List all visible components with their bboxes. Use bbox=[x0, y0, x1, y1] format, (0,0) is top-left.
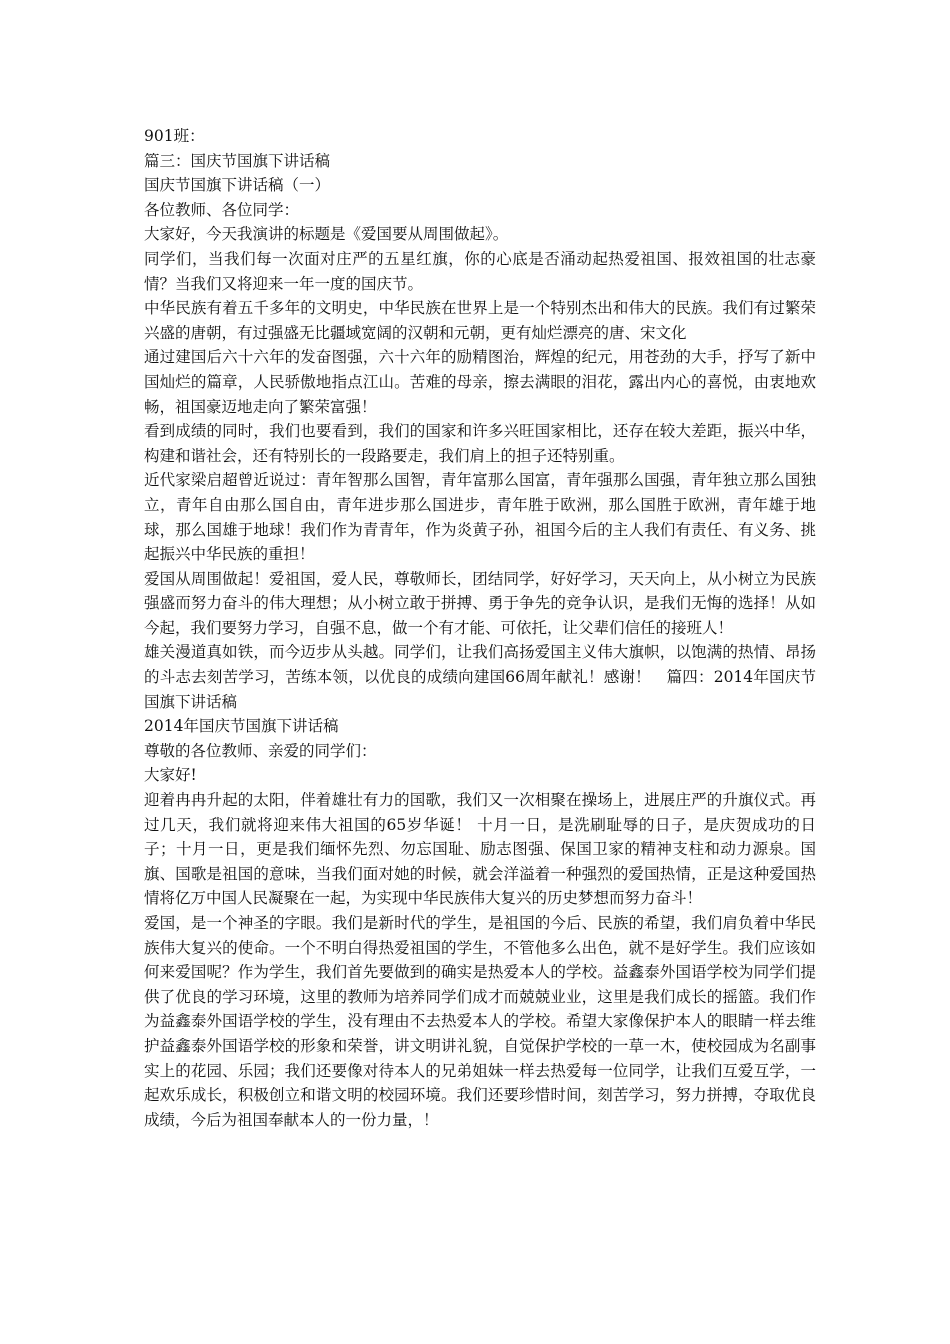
paragraph-body-2: 中华民族有着五千多年的文明史，中华民族在世界上是一个特别杰出和伟大的民族。我们有过繁荣兴盛的唐朝，有过强盛无比疆域宽阔的汉朝和元朝，更有灿烂漂亮的唐、宋文化 bbox=[144, 299, 816, 342]
paragraph-body-4: 看到成绩的同时，我们也要看到，我们的国家和许多兴旺国家相比，还存在较大差距，振兴中华，构建和谐社会，还有特别长的一段路要走，我们肩上的担子还特别重。 bbox=[144, 422, 816, 465]
document-body bbox=[144, 124, 816, 1132]
paragraph-body-5: 近代家梁启超曾近说过：青年智那么国智，青年富那么国富，青年强那么国强，青年独立那么国独立，青年自由那么国自由，青年进步那么国进步，青年胜于欧洲，那么国胜于欧洲，青年雄于地球，那么国雄于地球！我们作为青青年，作为炎黄子孙，祖国今后的主人我们有责任、有义务、挑起振兴中华民族的重担！ bbox=[144, 471, 816, 564]
paragraph-section-three-title: 篇三：国庆节国旗下讲话稿 bbox=[144, 151, 331, 170]
paragraph-greeting-one: 各位教师、各位同学： bbox=[144, 200, 300, 219]
paragraph-body-7: 雄关漫道真如铁，而今迈步从头越。同学们，让我们高扬爱国主义伟大旗帜，以饱满的热情、昂扬的斗志去刻苦学习，苦练本领，以优良的成绩向建国66周年献礼！感谢！ 篇四：2014年国庆节国旗下讲话稿 bbox=[144, 643, 816, 711]
paragraph-intro-one: 大家好，今天我演讲的标题是《爱国要从周围做起》。 bbox=[144, 225, 509, 244]
paragraph-body-8: 迎着冉冉升起的太阳，伴着雄壮有力的国歌，我们又一次相聚在操场上，进展庄严的升旗仪式。再过几天，我们就将迎来伟大祖国的65岁华诞！ 十月一日，是洗刷耻辱的日子，是庆贺成功的日子；十月一日，更是我们缅怀先烈、勿忘国耻、励志图强、保国卫家的精神支柱和动力源泉。国旗、国歌是祖国的意味，当我们面对她的时候，就会洋溢着一种强烈的爱国热情，正是这种爱国热情将亿万中国人民凝聚在一起，为实现中华民族伟大复兴的历史梦想而努力奋斗！ bbox=[144, 791, 816, 908]
paragraph-greeting-two: 尊敬的各位教师、亲爱的同学们： bbox=[144, 741, 377, 760]
paragraph-body-6: 爱国从周围做起！爱祖国，爱人民，尊敬师长，团结同学，好好学习，天天向上，从小树立为民族强盛而努力奋斗的伟大理想；从小树立敢于拼搏、勇于争先的竞争认识，是我们无悔的选择！从如今起，我们要努力学习，自强不息，做一个有才能、可依托，让父辈们信任的接班人！ bbox=[144, 569, 816, 637]
paragraph-hello: 大家好! bbox=[144, 766, 197, 785]
paragraph-body-9: 爱国，是一个神圣的字眼。我们是新时代的学生，是祖国的今后、民族的希望，我们肩负着中华民族伟大复兴的使命。一个不明白得热爱祖国的学生，不管他多么出色，就不是好学生。我们应该如何来爱国呢？作为学生，我们首先要做到的确实是热爱本人的学校。益鑫泰外国语学校为同学们提供了优良的学习环境，这里的教师为培养同学们成才而兢兢业业，这里是我们成长的摇篮。我们作为益鑫泰外国语学校的学生，没有理由不去热爱本人的学校。希望大家像保护本人的眼睛一样去维护益鑫泰外国语学校的形象和荣誉，讲文明讲礼貌，自觉保护学校的一草一木，使校园成为名副事实上的花园、乐园；我们还要像对待本人的兄弟姐妹一样去热爱每一位同学，让我们互爱互学，一起欢乐成长，积极创立和谐文明的校园环境。我们还要珍惜时间，刻苦学习，努力拼搏，夺取优良成绩，今后为祖国奉献本人的一份力量，！ bbox=[144, 914, 816, 1129]
paragraph-class-label: 901班： bbox=[144, 127, 205, 145]
paragraph-body-1: 同学们，当我们每一次面对庄严的五星红旗，你的心底是否涌动起热爱祖国、报效祖国的壮志豪情？当我们又将迎来一年一度的国庆节。 bbox=[144, 249, 816, 293]
paragraph-speech-one-title: 国庆节国旗下讲话稿（一） bbox=[144, 176, 331, 195]
paragraph-speech-two-title: 2014年国庆节国旗下讲话稿 bbox=[144, 717, 339, 736]
paragraph-body-3: 通过建国后六十六年的发奋图强，六十六年的励精图治，辉煌的纪元，用苍劲的大手，抒写了新中国灿烂的篇章，人民骄傲地指点江山。苦难的母亲，擦去满眼的泪花，露出内心的喜悦，由衷地欢畅，祖国豪迈地走向了繁荣富强！ bbox=[144, 348, 816, 416]
